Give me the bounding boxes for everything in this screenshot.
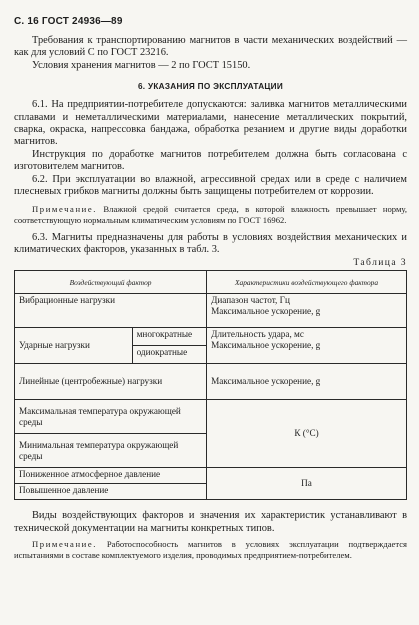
- note2-label: Примечание.: [32, 539, 98, 550]
- cell-vibration-char: [207, 294, 407, 328]
- header-factor: Воздействующий фактор: [15, 271, 207, 294]
- shock-char-1: Длительность удара, мс: [211, 329, 304, 340]
- note2-text: Работоспособность магнитов в условиях эксплуатации подтверждается испытаниями в составе комплектуемого изделия, проводимых предприятием-потребителем.: [14, 539, 407, 560]
- note-testing: [14, 539, 407, 560]
- cell-press-high: Повышенное давление: [15, 484, 207, 500]
- cell-linear-char: Максимальное ускорение, g: [207, 364, 407, 400]
- cell-shock-multi: многократные: [132, 328, 206, 346]
- table-row-vibration: [15, 294, 407, 328]
- table-row-linear: [15, 364, 407, 400]
- paragraph-6-1: 6.1. На предприятии-потребителе допускаются: заливка магнитов металлическими сплавами и неметаллическими материалами, нанесение металлических покрытий, сварка, окраска, напрессовка бандажа, обработка резанием и другие виды доработки магнитов.: [14, 99, 407, 148]
- factors-table: [14, 270, 407, 500]
- table-header-row: [15, 271, 407, 294]
- note-humidity: [14, 204, 407, 225]
- paragraph-6-3: 6.3. Магниты предназначены для работы в условиях воздействия механических и климатических факторов, указанных в табл. 3.: [14, 231, 407, 256]
- cell-shock-single: одиократные: [132, 346, 206, 364]
- cell-temp-min: Минимальная температура окружающей среды: [15, 434, 207, 468]
- table-row-press-low: [15, 468, 407, 484]
- header-characteristics: Характеристики воздействующего фактора: [207, 271, 407, 294]
- cell-press-unit: Па: [207, 468, 407, 500]
- table-caption: Таблица 3: [353, 257, 407, 269]
- paragraph-6-2: 6.2. При эксплуатации во влажной, агрессивной средах или в среде с наличием плесневых грибков магниты должны быть защищены потребителем от коррозии.: [14, 173, 407, 198]
- storage-conditions: Условия хранения магнитов — 2 по ГОСТ 15150.: [32, 59, 251, 71]
- cell-temp-max: Максимальная температура окружающей среды: [15, 400, 207, 434]
- vibration-char-1: Диапазон частот, Гц: [211, 295, 290, 306]
- shock-char-2: Максимальное ускорение, g: [211, 340, 321, 351]
- cell-shock-char: [207, 328, 407, 364]
- page-header: С. 16 ГОСТ 24936—89: [14, 16, 123, 27]
- transport-requirement: Требования к транспортированию магнитов в части механических воздействий — как для условий С по ГОСТ 23216.: [14, 35, 407, 59]
- section-title: 6. УКАЗАНИЯ ПО ЭКСПЛУАТАЦИИ: [137, 82, 284, 92]
- cell-press-low: Пониженное атмосферное давление: [15, 468, 207, 484]
- note-label: Примечание.: [32, 204, 98, 215]
- cell-shock: Ударные нагрузки: [15, 328, 133, 364]
- paragraph-closing: Виды воздействующих факторов и значения их характеристик устанавливают в технической документации на магниты конкретных типов.: [14, 510, 407, 534]
- cell-vibration: Вибрационные нагрузки: [15, 294, 207, 328]
- cell-linear: Линейные (центробежные) нагрузки: [15, 364, 207, 400]
- table-row-temp-max: [15, 400, 407, 434]
- note-text: Влажной средой считается среда, в которой влажность превышает норму, соответствующую нормальным климатическим условиям по ГОСТ 16962.: [14, 204, 407, 226]
- table-row-shock-multi: [15, 328, 407, 346]
- vibration-char-2: Максимальное ускорение, g: [211, 306, 321, 317]
- paragraph-instruction: Инструкция по доработке магнитов потребителем должна быть согласована с изготовителем магнитов.: [14, 148, 407, 173]
- cell-temp-unit: К (°С): [207, 400, 407, 468]
